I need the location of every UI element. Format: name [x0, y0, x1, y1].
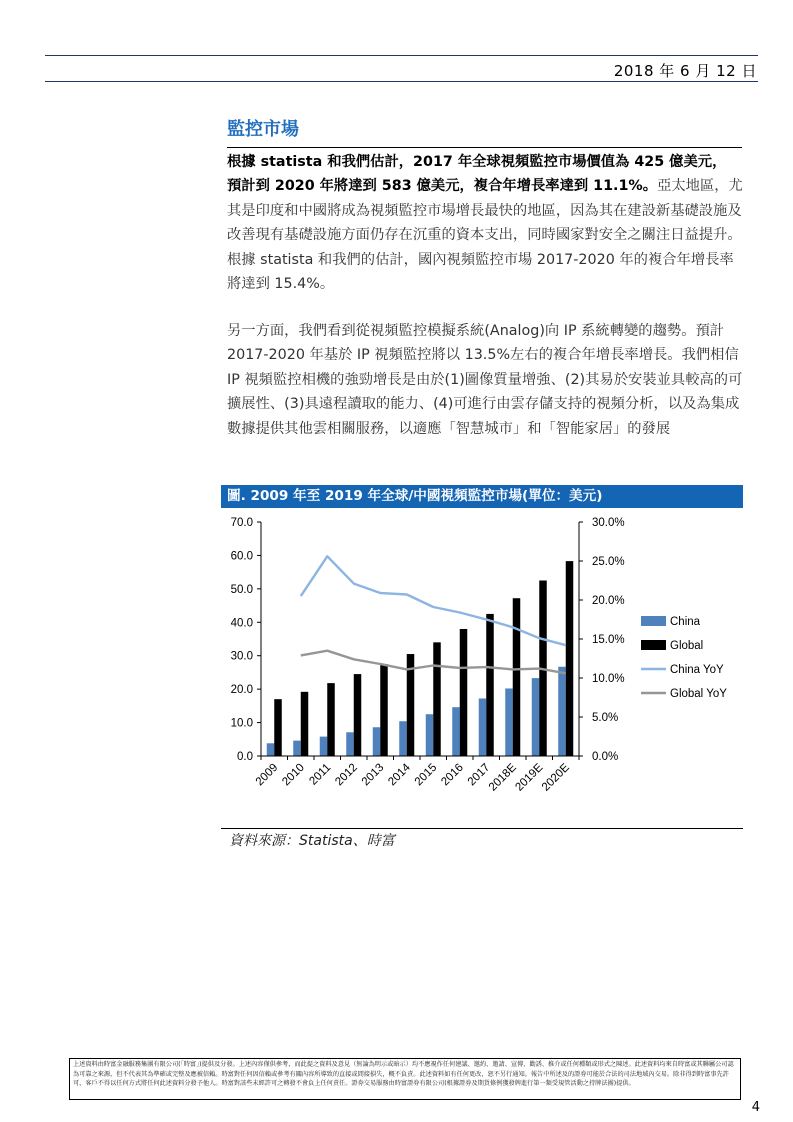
- bar-china-2009: [267, 743, 275, 756]
- legend-swatch-global: [641, 640, 666, 650]
- bar-global-2018E: [513, 598, 521, 756]
- bar-global-2010: [301, 692, 309, 756]
- bar-global-2020E: [566, 561, 574, 756]
- x-tick-label: 2011: [307, 761, 334, 788]
- bar-china-2012: [346, 732, 354, 756]
- left-tick-label: 0.0: [237, 751, 253, 763]
- bar-global-2015: [433, 642, 441, 756]
- left-tick-label: 40.0: [230, 617, 253, 630]
- bar-china-2015: [426, 714, 434, 756]
- page-number: 4: [751, 1100, 760, 1115]
- x-tick-label: 2017: [465, 761, 493, 789]
- bar-global-2016: [460, 629, 468, 756]
- bar-global-2009: [274, 699, 282, 756]
- bar-china-2018E: [505, 688, 513, 756]
- right-tick-label: 10.0%: [592, 673, 625, 685]
- x-tick-label: 2010: [280, 761, 307, 789]
- section-title-rule: [227, 147, 742, 148]
- x-tick-label: 2009: [253, 761, 281, 789]
- bar-china-2013: [373, 727, 381, 756]
- left-tick-label: 60.0: [230, 550, 253, 563]
- bar-china-2019E: [532, 678, 540, 756]
- right-tick-label: 0.0%: [592, 751, 619, 763]
- legend-label: Global: [670, 640, 704, 652]
- bar-global-2013: [380, 664, 388, 756]
- x-tick-label: 2020E: [539, 761, 572, 794]
- header-top-rule: [45, 55, 758, 56]
- chart-title-banner: 圖. 2009 年至 2019 年全球/中國視頻監控市場(單位：美元): [221, 485, 743, 508]
- bar-global-2012: [354, 674, 362, 756]
- left-tick-label: 20.0: [230, 684, 253, 697]
- bar-china-2016: [452, 707, 460, 756]
- paragraph-market-size: [227, 150, 747, 296]
- paragraph-body: 亞太地區，尤其是印度和中國將成為視頻監控市場增長最快的地區，因為其在建設新基礎設施及改善現有基礎設施方面仍存在沉重的資本支出，同時國家對安全之關注日益提升。根據 statista 和我們的估計，國內視頻監控市場 2017-2020 年的複合年增長率將達到 15.4%。: [227, 178, 743, 293]
- report-date: 2018 年 6 月 12 日: [613, 62, 757, 80]
- left-tick-label: 30.0: [230, 650, 253, 663]
- legend-label: China YoY: [670, 664, 724, 676]
- right-tick-label: 20.0%: [592, 595, 625, 607]
- bar-china-2020E: [558, 667, 566, 756]
- paragraph-bold-line1: 根據 statista 和我們估計，2017 年全球視頻監控市場價值為 425 億美元，: [227, 154, 727, 170]
- paragraph-bold-line2: 預計到 2020 年將達到 583 億美元，複合年增長率達到 11.1%。: [227, 178, 658, 195]
- bar-china-2010: [293, 741, 301, 756]
- bar-china-2017: [479, 699, 487, 756]
- right-tick-label: 5.0%: [592, 712, 619, 724]
- x-tick-label: 2015: [412, 761, 440, 789]
- bar-global-2011: [327, 683, 335, 756]
- bar-china-2011: [320, 737, 328, 756]
- x-tick-label: 2016: [439, 761, 466, 789]
- chart-source: 資料來源：Statista、時富: [229, 833, 395, 849]
- paragraph-ip-trend: 另一方面，我們看到從視頻監控模擬系統(Analog)向 IP 系統轉變的趨勢。預計 2017-2020 年基於 IP 視頻監控將以 13.5%左右的複合年增長率增長。我們相信 IP 視頻監控相機的強勁增長是由於(1)圖像質量增強、(2)其易於安裝並具較高的可擴展性、(3)具遠程讀取的能力、(4)可進行由雲存儲支持的視頻分析，以及為集成數據提供其他雲相關服務，以適應「智慧城市」和「智能家居」的發展: [227, 323, 743, 437]
- bar-global-2017: [486, 614, 494, 756]
- right-tick-label: 25.0%: [592, 556, 625, 568]
- legend-swatch-china: [641, 616, 666, 626]
- section-title: 監控市場: [227, 119, 299, 140]
- right-tick-label: 30.0%: [592, 517, 625, 529]
- header-bottom-rule: [45, 81, 758, 82]
- x-tick-label: 2014: [386, 761, 413, 789]
- legend-label: Global YoY: [670, 688, 727, 700]
- market-chart: [221, 508, 743, 826]
- x-tick-label: 2013: [359, 761, 387, 789]
- bar-china-2014: [399, 721, 407, 756]
- left-tick-label: 10.0: [230, 717, 253, 730]
- right-tick-label: 15.0%: [592, 634, 625, 646]
- left-tick-label: 50.0: [230, 583, 253, 596]
- source-rule: [221, 828, 743, 829]
- x-tick-label: 2012: [333, 761, 360, 789]
- line-china-yoy: [301, 556, 566, 645]
- disclaimer-box: 上述資料由時富金融服務集團有限公司(「時富」)提供及分發。上述內容僅供參考，而此提之資料及意見（無論為明示或暗示）均不應視作任何建議、邀約、邀請、宣傳、勸誘、推介或任何種類或形式之陳述。此述資料均來自時富或其聯屬公司認為可靠之來源，但不代表其為準確或完整及應被信賴。時富對任何因信賴或參考有關內容所導致的直接或間接損失，概不負責。此述資料如有任何更改，恕不另行通知。報告中所述及的證券可能於合法的司法地域內交易。除非得到時富事先許可，客戶不得以任何方式將任何此述資料分發予他人。時富對該些未經許可之轉發不會負上任何責任。證券交易服務由時富證券有限公司(根據證券及期貨條例獲發牌進行第一類受規管活動之持牌法團)提供。: [69, 1058, 741, 1100]
- x-tick-label: 2018E: [486, 761, 519, 794]
- x-tick-label: 2019E: [513, 761, 546, 794]
- legend-label: China: [670, 616, 701, 628]
- left-tick-label: 70.0: [230, 517, 253, 529]
